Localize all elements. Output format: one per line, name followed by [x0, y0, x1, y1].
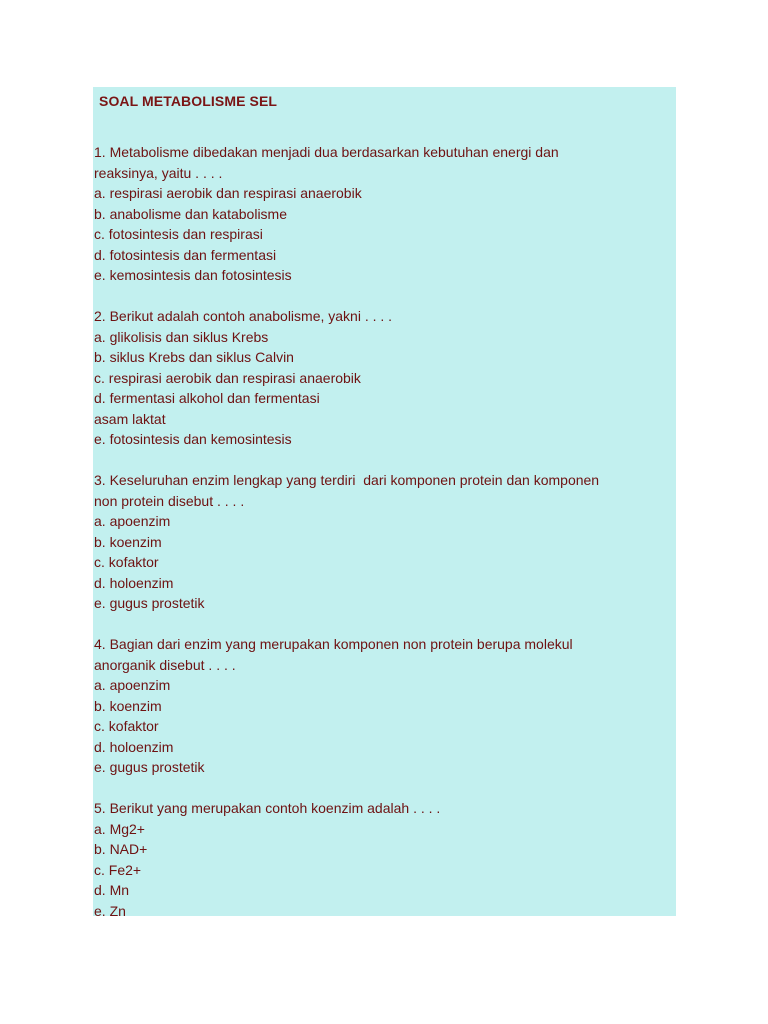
answer-option: c. kofaktor [94, 718, 159, 734]
answer-option: d. Mn [94, 882, 130, 898]
answer-option: b. NAD+ [94, 841, 148, 857]
answer-option: a. apoenzim [94, 513, 171, 529]
question-text: anorganik disebut . . . . [94, 656, 236, 673]
answer-option: c. kofaktor [94, 554, 159, 570]
answer-option: a. apoenzim [94, 677, 171, 693]
answer-option: e. gugus prostetik [94, 759, 205, 775]
question-text: 2. Berikut adalah contoh anabolisme, yakni . . . . [94, 308, 393, 324]
question-text: 5. Berikut yang merupakan contoh koenzim adalah . . . . [94, 800, 441, 816]
question-5 [94, 798, 674, 916]
document-title: SOAL METABOLISME SEL [99, 93, 278, 109]
question-sheet [93, 87, 676, 916]
question-2 [94, 306, 674, 450]
answer-option: d. holoenzim [94, 738, 174, 755]
answer-option: c. respirasi aerobik dan respirasi anaerobik [94, 369, 361, 386]
answer-option: d. fotosintesis dan fermentasi [94, 246, 277, 263]
answer-option: d. fermentasi alkohol dan fermentasi [94, 390, 320, 406]
question-text: 3. Keseluruhan enzim lengkap yang terdiri dari komponen protein dan komponen [94, 472, 600, 488]
question-text: non protein disebut . . . . [94, 492, 245, 509]
answer-option-continuation: asam laktat [94, 410, 166, 427]
answer-option: b. siklus Krebs dan siklus Calvin [94, 349, 294, 365]
answer-option: c. Fe2+ [94, 861, 142, 878]
answer-option: e. Zn [94, 902, 126, 916]
answer-option: a. Mg2+ [94, 820, 145, 837]
question-4 [94, 634, 674, 778]
answer-option: a. glikolisis dan siklus Krebs [94, 328, 269, 345]
answer-option: b. koenzim [94, 533, 162, 550]
answer-option: d. holoenzim [94, 574, 174, 591]
answer-option: b. anabolisme dan katabolisme [94, 205, 288, 222]
answer-option: e. fotosintesis dan kemosintesis [94, 431, 292, 447]
answer-option: c. fotosintesis dan respirasi [94, 226, 263, 242]
question-text: reaksinya, yaitu . . . . [94, 164, 223, 181]
answer-option: e. kemosintesis dan fotosintesis [94, 267, 292, 283]
answer-option: b. koenzim [94, 697, 162, 714]
question-text: 1. Metabolisme dibedakan menjadi dua berdasarkan kebutuhan energi dan [94, 144, 559, 160]
question-list [94, 142, 674, 916]
question-1 [94, 142, 674, 286]
answer-option: a. respirasi aerobik dan respirasi anaerobik [94, 185, 362, 201]
question-text: 4. Bagian dari enzim yang merupakan komponen non protein berupa molekul [94, 636, 573, 652]
question-3 [94, 470, 674, 614]
answer-option: e. gugus prostetik [94, 595, 205, 611]
